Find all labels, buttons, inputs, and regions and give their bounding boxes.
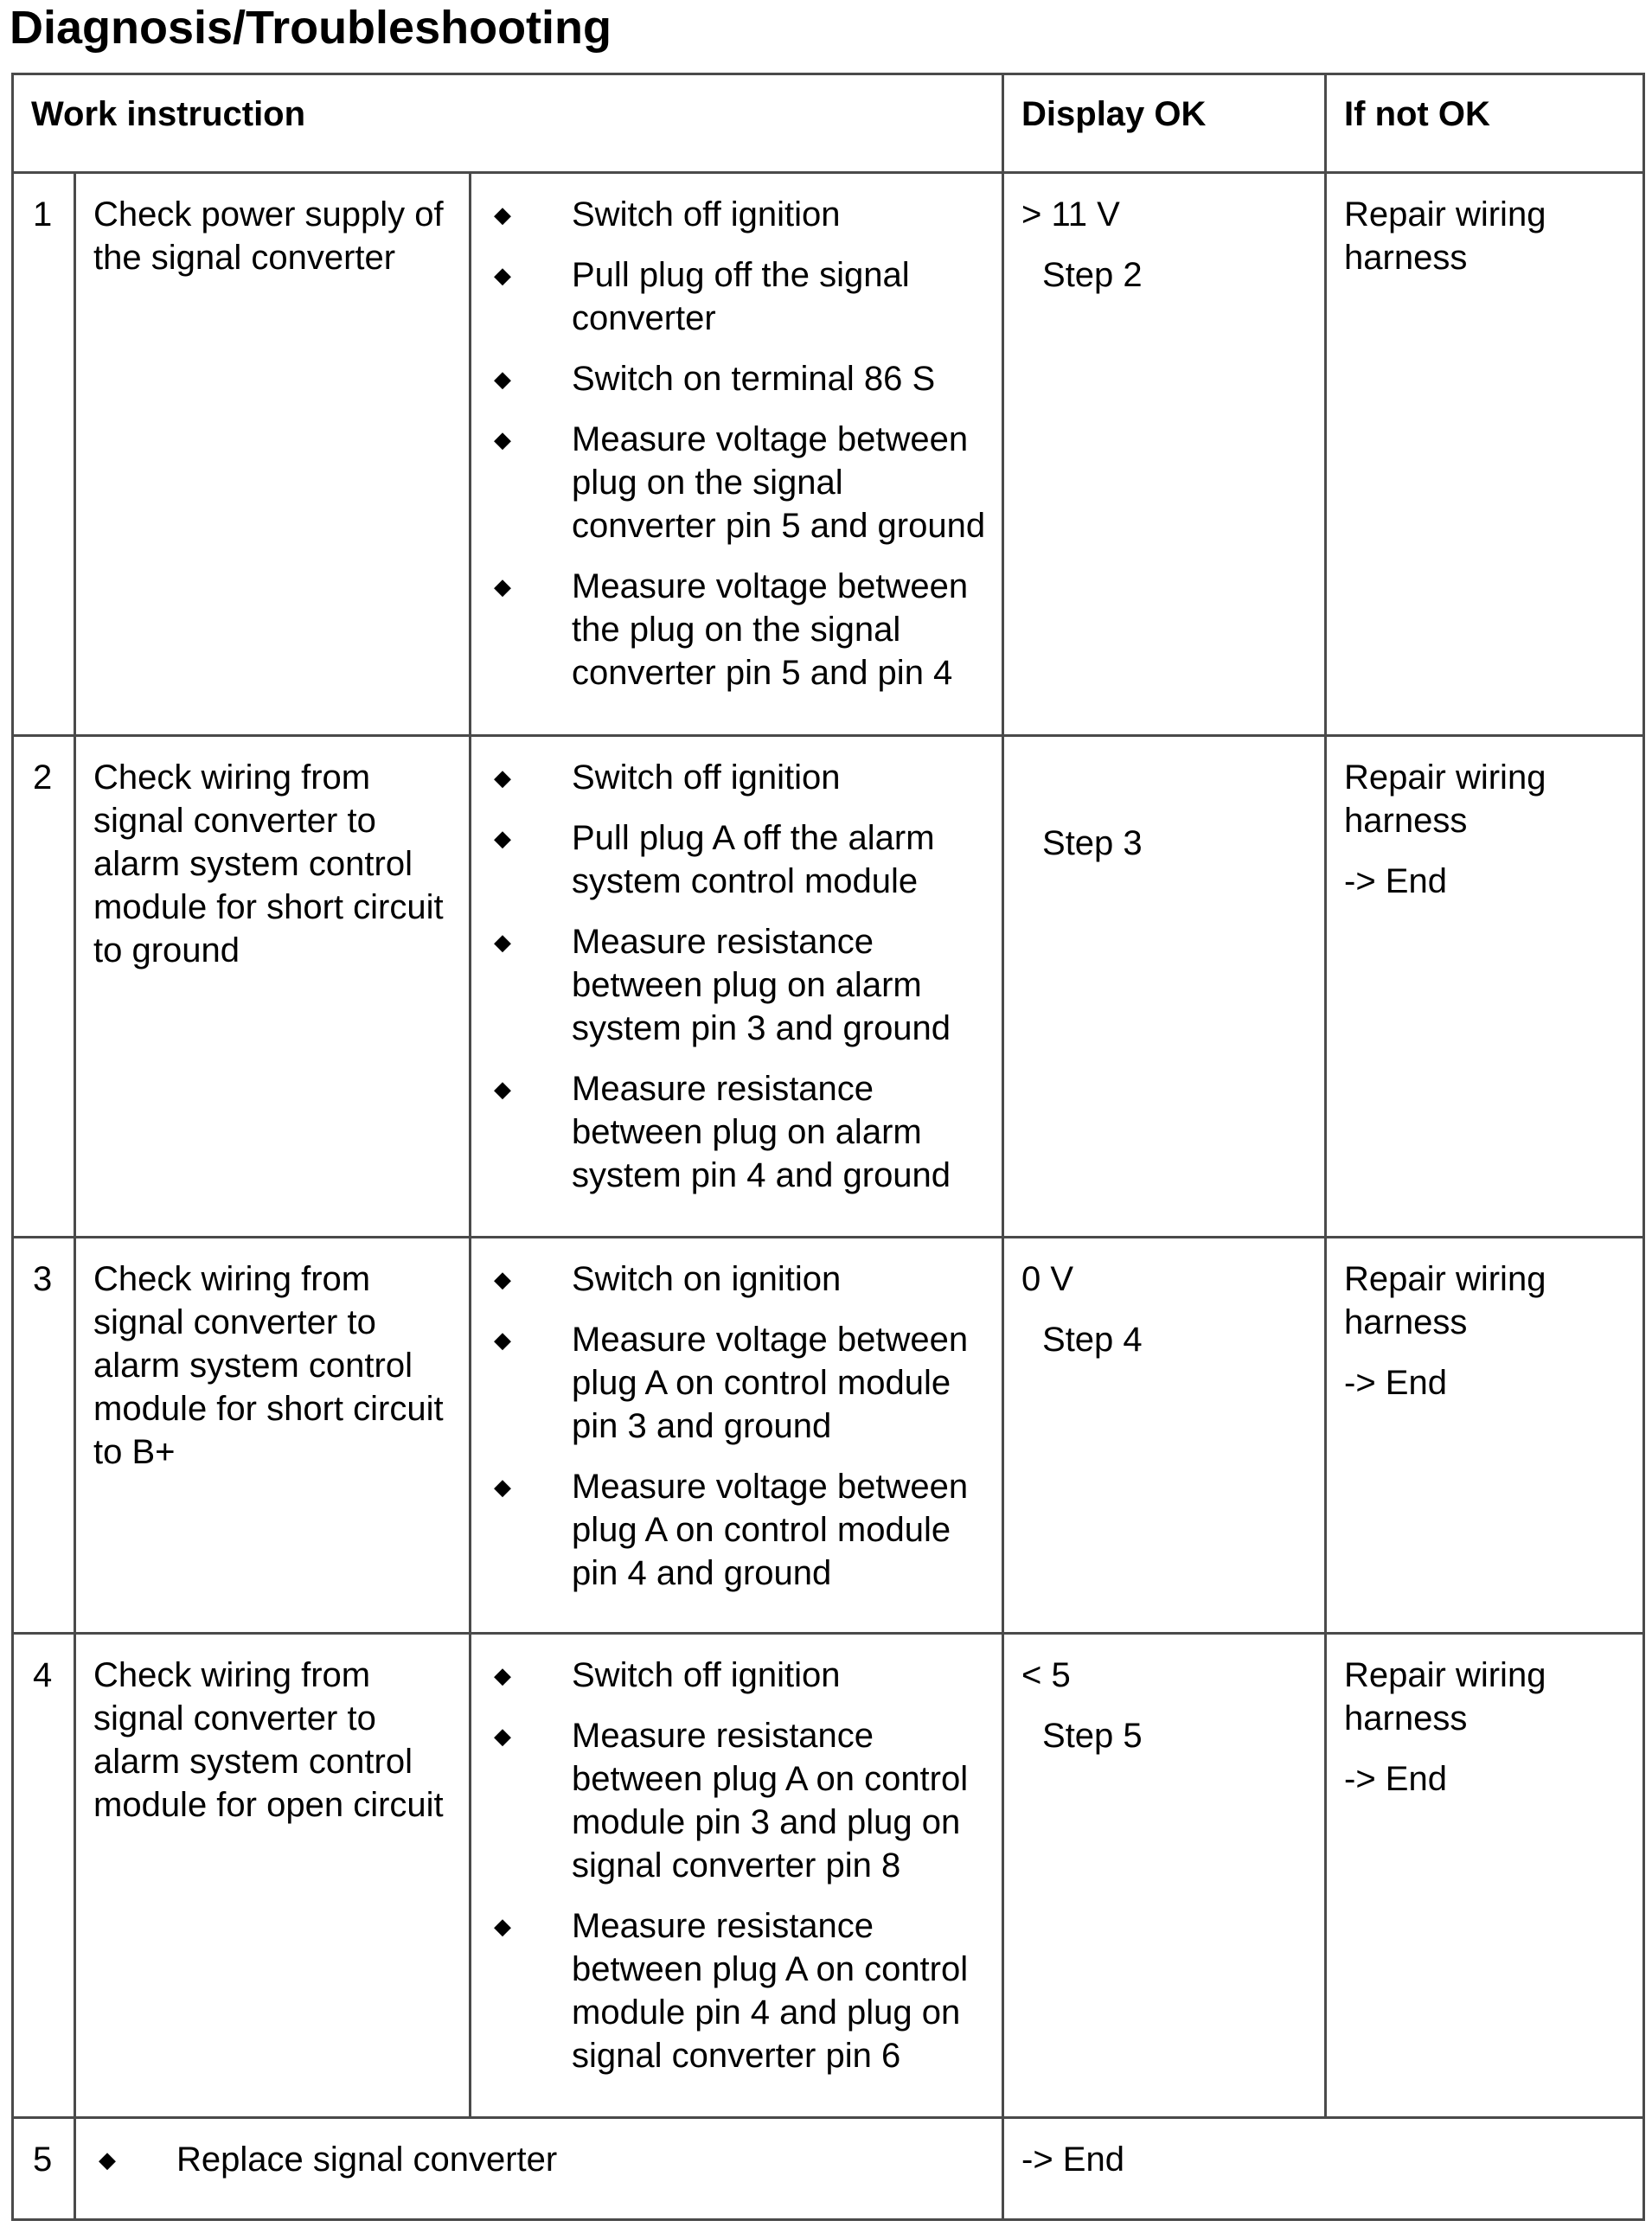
step-text: Switch on terminal 86 S xyxy=(572,360,936,398)
table-row xyxy=(13,173,1644,736)
list-item xyxy=(471,357,993,400)
diamond-bullet-icon: ◆ xyxy=(494,1327,511,1353)
list-item xyxy=(471,1654,993,1697)
step-text: Measure resistance between plug on alarm system pin 3 and ground xyxy=(572,923,951,1047)
if-not-ok-cell xyxy=(1326,736,1644,1238)
table-row xyxy=(13,1238,1644,1634)
step-text: Switch off ignition xyxy=(572,1656,841,1694)
display-ok-step: Step 5 xyxy=(1042,1717,1143,1755)
row-steps xyxy=(471,1238,1003,1634)
row-number: 2 xyxy=(13,736,75,1238)
diamond-bullet-icon: ◆ xyxy=(99,2147,116,2173)
list-item xyxy=(471,418,993,547)
display-ok-step: Step 4 xyxy=(1042,1321,1143,1359)
diamond-bullet-icon: ◆ xyxy=(494,1266,511,1292)
list-item xyxy=(471,1904,993,2077)
table-body xyxy=(13,173,1644,2220)
if-not-ok-text: Repair wiring harness xyxy=(1344,1656,1546,1737)
if-not-ok-text: Repair wiring harness xyxy=(1344,195,1546,277)
list-item xyxy=(471,756,993,799)
list-item xyxy=(471,1714,993,1887)
diamond-bullet-icon: ◆ xyxy=(494,262,511,288)
display-ok-cell xyxy=(1003,1634,1326,2118)
step-text: Pull plug A off the alarm system control module xyxy=(572,819,935,900)
step-text: Switch off ignition xyxy=(572,195,841,234)
step-text: Measure voltage between plug A on control module pin 3 and ground xyxy=(572,1321,969,1445)
step-text: Measure voltage between the plug on the signal converter pin 5 and pin 4 xyxy=(572,567,969,692)
row-description: Check wiring from signal converter to alarm system control module for open circuit xyxy=(75,1634,471,2118)
row-number: 4 xyxy=(13,1634,75,2118)
row-number: 1 xyxy=(13,173,75,736)
if-not-ok-end: -> End xyxy=(1344,1364,1447,1402)
table-row-final xyxy=(13,2118,1644,2220)
if-not-ok-cell xyxy=(1326,1634,1644,2118)
diamond-bullet-icon: ◆ xyxy=(494,1723,511,1749)
step-text: Measure resistance between plug on alarm system pin 4 and ground xyxy=(572,1070,951,1194)
step-text: Measure voltage between plug on the signal converter pin 5 and ground xyxy=(572,420,986,545)
header-if-not-ok: If not OK xyxy=(1326,74,1644,173)
if-not-ok-cell xyxy=(1326,173,1644,736)
if-not-ok-end: -> End xyxy=(1344,862,1447,900)
diamond-bullet-icon: ◆ xyxy=(494,426,511,452)
diamond-bullet-icon: ◆ xyxy=(494,1662,511,1688)
display-ok-cell xyxy=(1003,173,1326,736)
list-item xyxy=(471,816,993,903)
display-ok-cell xyxy=(1003,736,1326,1238)
row-steps xyxy=(471,1634,1003,2118)
if-not-ok-text: Repair wiring harness xyxy=(1344,758,1546,840)
display-ok-value: < 5 xyxy=(1021,1656,1071,1694)
list-item xyxy=(471,565,993,694)
table-header-row xyxy=(13,74,1644,173)
display-ok-value: > 11 V xyxy=(1021,195,1120,234)
list-item xyxy=(471,1257,993,1301)
diamond-bullet-icon: ◆ xyxy=(494,825,511,851)
row-description: Check wiring from signal converter to alarm system control module for short circuit to B+ xyxy=(75,1238,471,1634)
if-not-ok-end: -> End xyxy=(1344,1760,1447,1798)
diamond-bullet-icon: ◆ xyxy=(494,1474,511,1500)
table-row xyxy=(13,1634,1644,2118)
diamond-bullet-icon: ◆ xyxy=(494,1076,511,1102)
header-work-instruction: Work instruction xyxy=(13,74,1003,173)
list-item xyxy=(471,193,993,236)
step-text: Measure resistance between plug A on control module pin 3 and plug on signal converter pin 8 xyxy=(572,1717,969,1885)
list-item xyxy=(471,253,993,340)
step-text: Pull plug off the signal converter xyxy=(572,256,910,337)
list-item xyxy=(471,1465,993,1595)
display-ok-cell xyxy=(1003,1238,1326,1634)
row-description: Check wiring from signal converter to alarm system control module for short circuit to ground xyxy=(75,736,471,1238)
display-ok-step: Step 2 xyxy=(1042,256,1143,294)
diamond-bullet-icon: ◆ xyxy=(494,929,511,955)
page-title: Diagnosis/Troubleshooting xyxy=(10,2,612,54)
table-row xyxy=(13,736,1644,1238)
step-text: Measure resistance between plug A on control module pin 4 and plug on signal converter pin 6 xyxy=(572,1907,969,2075)
list-item xyxy=(471,1067,993,1197)
list-item xyxy=(471,1318,993,1448)
diamond-bullet-icon: ◆ xyxy=(494,1913,511,1939)
row-steps xyxy=(471,736,1003,1238)
list-item xyxy=(471,920,993,1050)
diamond-bullet-icon: ◆ xyxy=(494,573,511,599)
header-display-ok: Display OK xyxy=(1003,74,1326,173)
if-not-ok-cell xyxy=(1326,1238,1644,1634)
row-number: 5 xyxy=(13,2118,75,2220)
display-ok-value: 0 V xyxy=(1021,1260,1074,1298)
final-step-cell xyxy=(75,2118,1003,2220)
step-text: Measure voltage between plug A on control module pin 4 and ground xyxy=(572,1468,969,1592)
final-display-ok: -> End xyxy=(1003,2118,1644,2220)
troubleshooting-table xyxy=(11,73,1645,2221)
row-number: 3 xyxy=(13,1238,75,1634)
step-text: Switch on ignition xyxy=(572,1260,842,1298)
display-ok-step: Step 3 xyxy=(1042,824,1143,862)
diamond-bullet-icon: ◆ xyxy=(494,366,511,392)
row-description: Check power supply of the signal converter xyxy=(75,173,471,736)
diamond-bullet-icon: ◆ xyxy=(494,765,511,790)
row-steps xyxy=(471,173,1003,736)
diamond-bullet-icon: ◆ xyxy=(494,202,511,227)
final-step-text: Replace signal converter xyxy=(176,2141,558,2179)
if-not-ok-text: Repair wiring harness xyxy=(1344,1260,1546,1341)
step-text: Switch off ignition xyxy=(572,758,841,797)
